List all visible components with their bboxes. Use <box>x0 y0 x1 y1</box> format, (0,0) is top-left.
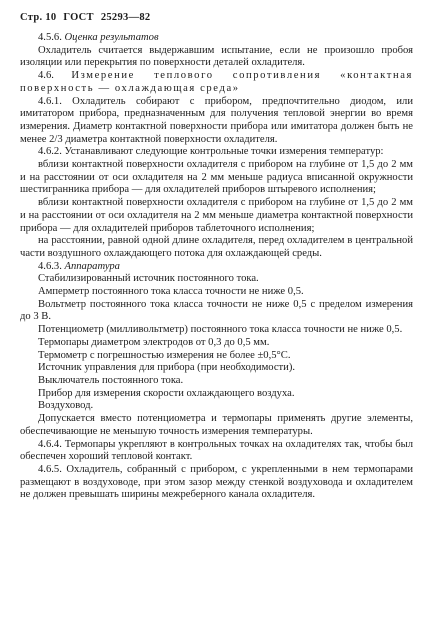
equipment-item: Воздуховод. <box>38 400 94 412</box>
section-4-6-heading <box>20 70 413 95</box>
paragraph: на расстоянии, равной одной длине охладителя, перед охладителем в центральной части воздушного охлаждающего потока для охлаждающей среды. <box>20 235 413 259</box>
equipment-item: Выключатель постоянного тока. <box>38 374 184 386</box>
equipment-item: Прибор для измерения скорости охлаждающего воздуха. <box>38 387 295 399</box>
section-4-6-3-heading <box>20 261 413 274</box>
paragraph: 4.6.2. Устанавливают следующие контрольные точки измерения температур: <box>38 146 384 158</box>
equipment-item: Амперметр постоянного тока класса точности не ниже 0,5. <box>38 286 304 298</box>
equipment-item: Потенциометр (милливольтметр) постоянного тока класса точности не ниже 0,5. <box>38 324 403 336</box>
section-number: 4.6. <box>38 70 72 82</box>
section-title: Оценка результатов <box>64 32 159 43</box>
page-header <box>20 12 413 23</box>
equipment-item: Термопары диаметром электродов от 0,3 до 0,5 мм. <box>38 336 270 348</box>
standard-code: 25293—82 <box>100 12 151 23</box>
section-number: 4.6.3. <box>38 260 65 272</box>
section-title: Аппаратура <box>64 260 120 272</box>
equipment-item: Стабилизированный источник постоянного тока. <box>38 273 259 285</box>
paragraph: 4.6.4. Термопары укрепляют в контрольных точках на охладителях так, чтобы был обеспечен хороший тепловой контакт. <box>20 438 413 463</box>
standard-label: ГОСТ <box>63 12 94 23</box>
equipment-item: Источник управления для прибора (при необходимости). <box>38 362 296 374</box>
section-number: 4.5.6. <box>38 32 65 43</box>
page-number: Стр. 10 <box>20 12 57 23</box>
paragraph: 4.6.1. Охладитель собирают с прибором, предпочтительно диодом, или имитатором прибора, предназначенным для получения тепловой энергии во время измерения. Диаметр контактной поверхности прибора или имитатора должен быть не менее 2/3 диаметра контактной поверхности охладителя. <box>20 95 413 145</box>
paragraph: вблизи контактной поверхности охладителя с прибором на глубине от 1,5 до 2 мм и на расстоянии от оси охладителя на 2 мм меньше диаметра контактной поверхности прибора — для охладителей приборов таблеточного исполнения; <box>20 197 413 234</box>
paragraph: 4.6.5. Охладитель, собранный с прибором, с укрепленными в нем термопарами размещают в воздуховоде, при этом зазор между стенкой воздуховода и охладителем не должен превышать ширины межреберного канала охладителя. <box>20 463 413 501</box>
document-page <box>20 12 413 502</box>
paragraph: вблизи контактной поверхности охладителя с прибором на глубине от 1,5 до 2 мм и на расстоянии от оси охладителя на 2 мм меньше радиуса вписанной окружности шестигранника прибора — для охладителей приборов штыревого исполнения; <box>20 159 413 196</box>
equipment-item: Вольтметр постоянного тока класса точности не ниже 0,5 с пределом измерения до 3 В. <box>20 298 413 323</box>
section-4-5-6-heading <box>20 32 413 45</box>
paragraph: Охладитель считается выдержавшим испытание, если не произошло пробоя изоляции или перекрытия по поверхности деталей охладителя. <box>20 44 413 69</box>
section-title: Измерение теплового сопротивления «контактная поверхность — охлаждающая среда» <box>20 70 413 94</box>
paragraph: Допускается вместо потенциометра и термопары применять другие элементы, обеспечивающие не меньшую точность измерения температуры. <box>20 413 413 437</box>
equipment-item: Термометр с погрешностью измерения не более ±0,5°С. <box>38 349 291 361</box>
